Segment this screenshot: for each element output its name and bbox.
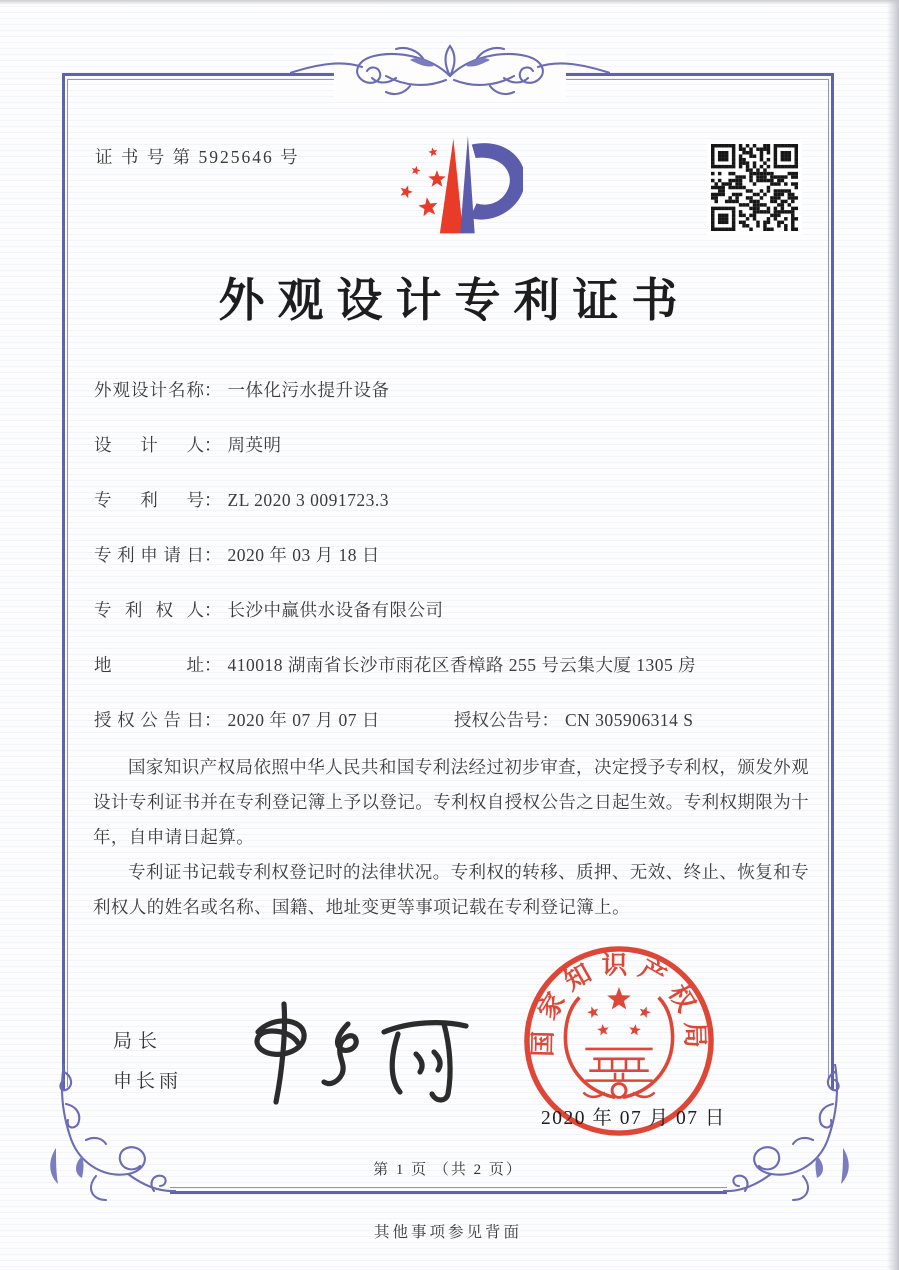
- field-label: 专利权人: [94, 600, 204, 620]
- field-row-filing-date: 专利申请日： 2020 年 03 月 18 日: [94, 542, 806, 567]
- seal-emblem-stars-icon: [587, 987, 651, 1036]
- director-signature-icon: [228, 998, 478, 1108]
- logo-stars-icon: [401, 147, 446, 216]
- frame-left-inner-line: [67, 79, 68, 1087]
- field-label: 专利申请日: [94, 545, 204, 565]
- paragraph-grant-statement: 国家知识产权局依照中华人民共和国专利法经过初步审查，决定授予专利权，颁发外观设计专利证书并在专利登记簿上予以登记。专利权自授权公告之日起生效。专利权期限为十年，自申请日起算。: [93, 757, 809, 847]
- flourish-top-ornament-icon: [290, 40, 610, 112]
- frame-right-line: [831, 73, 834, 1090]
- field-grant-number: 授权公告号： CN 305906314 S: [454, 710, 694, 730]
- cnipa-logo-icon: [378, 131, 523, 243]
- certificate-body-text: [93, 750, 809, 925]
- field-row-patentee: 专利权人： 长沙中赢供水设备有限公司: [94, 597, 806, 622]
- field-label: 设计人: [94, 435, 204, 455]
- field-value: 周英明: [227, 435, 282, 455]
- field-value: 410018 湖南省长沙市雨花区香樟路 255 号云集大厦 1305 房: [227, 655, 697, 675]
- qr-code: [707, 140, 802, 235]
- field-label: 专利号: [94, 490, 204, 510]
- certificate-number: 证 书 号 第 5925646 号: [95, 147, 300, 167]
- field-row-grant-date: 授权公告日： 2020 年 07 月 07 日 授权公告号： CN 305906314 S: [94, 707, 806, 732]
- field-label: 外观设计名称: [94, 380, 204, 400]
- field-row-design-name: 外观设计名称： 一体化污水提升设备: [94, 377, 806, 402]
- back-side-note: 其他事项参见背面: [373, 1224, 522, 1241]
- seal-date: 2020 年 07 月 07 日: [541, 1108, 726, 1129]
- frame-left-line: [62, 73, 65, 1090]
- field-value: ZL 2020 3 0091723.3: [227, 490, 389, 510]
- paragraph-register-statement: 专利证书记载专利权登记时的法律状况。专利权的转移、质押、无效、终止、恢复和专利权人的姓名或名称、国籍、地址变更等事项记载在专利登记簿上。: [93, 862, 809, 917]
- field-value: 一体化污水提升设备: [227, 380, 390, 400]
- frame-bottom-line: [170, 1191, 727, 1194]
- field-value: 长沙中赢供水设备有限公司: [227, 600, 444, 620]
- field-label: 授权公告日: [94, 710, 204, 730]
- page-title: 外观设计专利证书: [218, 275, 691, 326]
- scan-edge-right: [887, 0, 899, 1270]
- field-row-designer: 设计人： 周英明: [94, 432, 806, 457]
- officer-title: 局长: [113, 1031, 164, 1052]
- flourish-bottom-right-ornament-icon: [723, 1064, 873, 1206]
- field-row-patent-no: 专利号： ZL 2020 3 0091723.3: [94, 487, 806, 512]
- field-label: 授权公告号: [454, 710, 542, 730]
- frame-right-inner-line: [828, 79, 829, 1087]
- svg-text:国家知识产权局: 国家知识产权局: [528, 950, 710, 1057]
- field-list: [94, 377, 806, 762]
- field-value: CN 305906314 S: [565, 710, 694, 730]
- field-row-address: 地址： 410018 湖南省长沙市雨花区香樟路 255 号云集大厦 1305 房: [94, 652, 806, 677]
- field-value: 2020 年 03 月 18 日: [227, 545, 380, 565]
- flourish-bottom-left-ornament-icon: [26, 1064, 176, 1206]
- frame-bottom-inner-line: [170, 1187, 727, 1188]
- field-value: 2020 年 07 月 07 日: [227, 710, 380, 730]
- officer-name: 申长雨: [113, 1071, 183, 1092]
- page-number: 第 1 页 （共 2 页）: [373, 1162, 523, 1178]
- field-label: 地址: [94, 655, 204, 675]
- scan-edge-top: [0, 0, 899, 5]
